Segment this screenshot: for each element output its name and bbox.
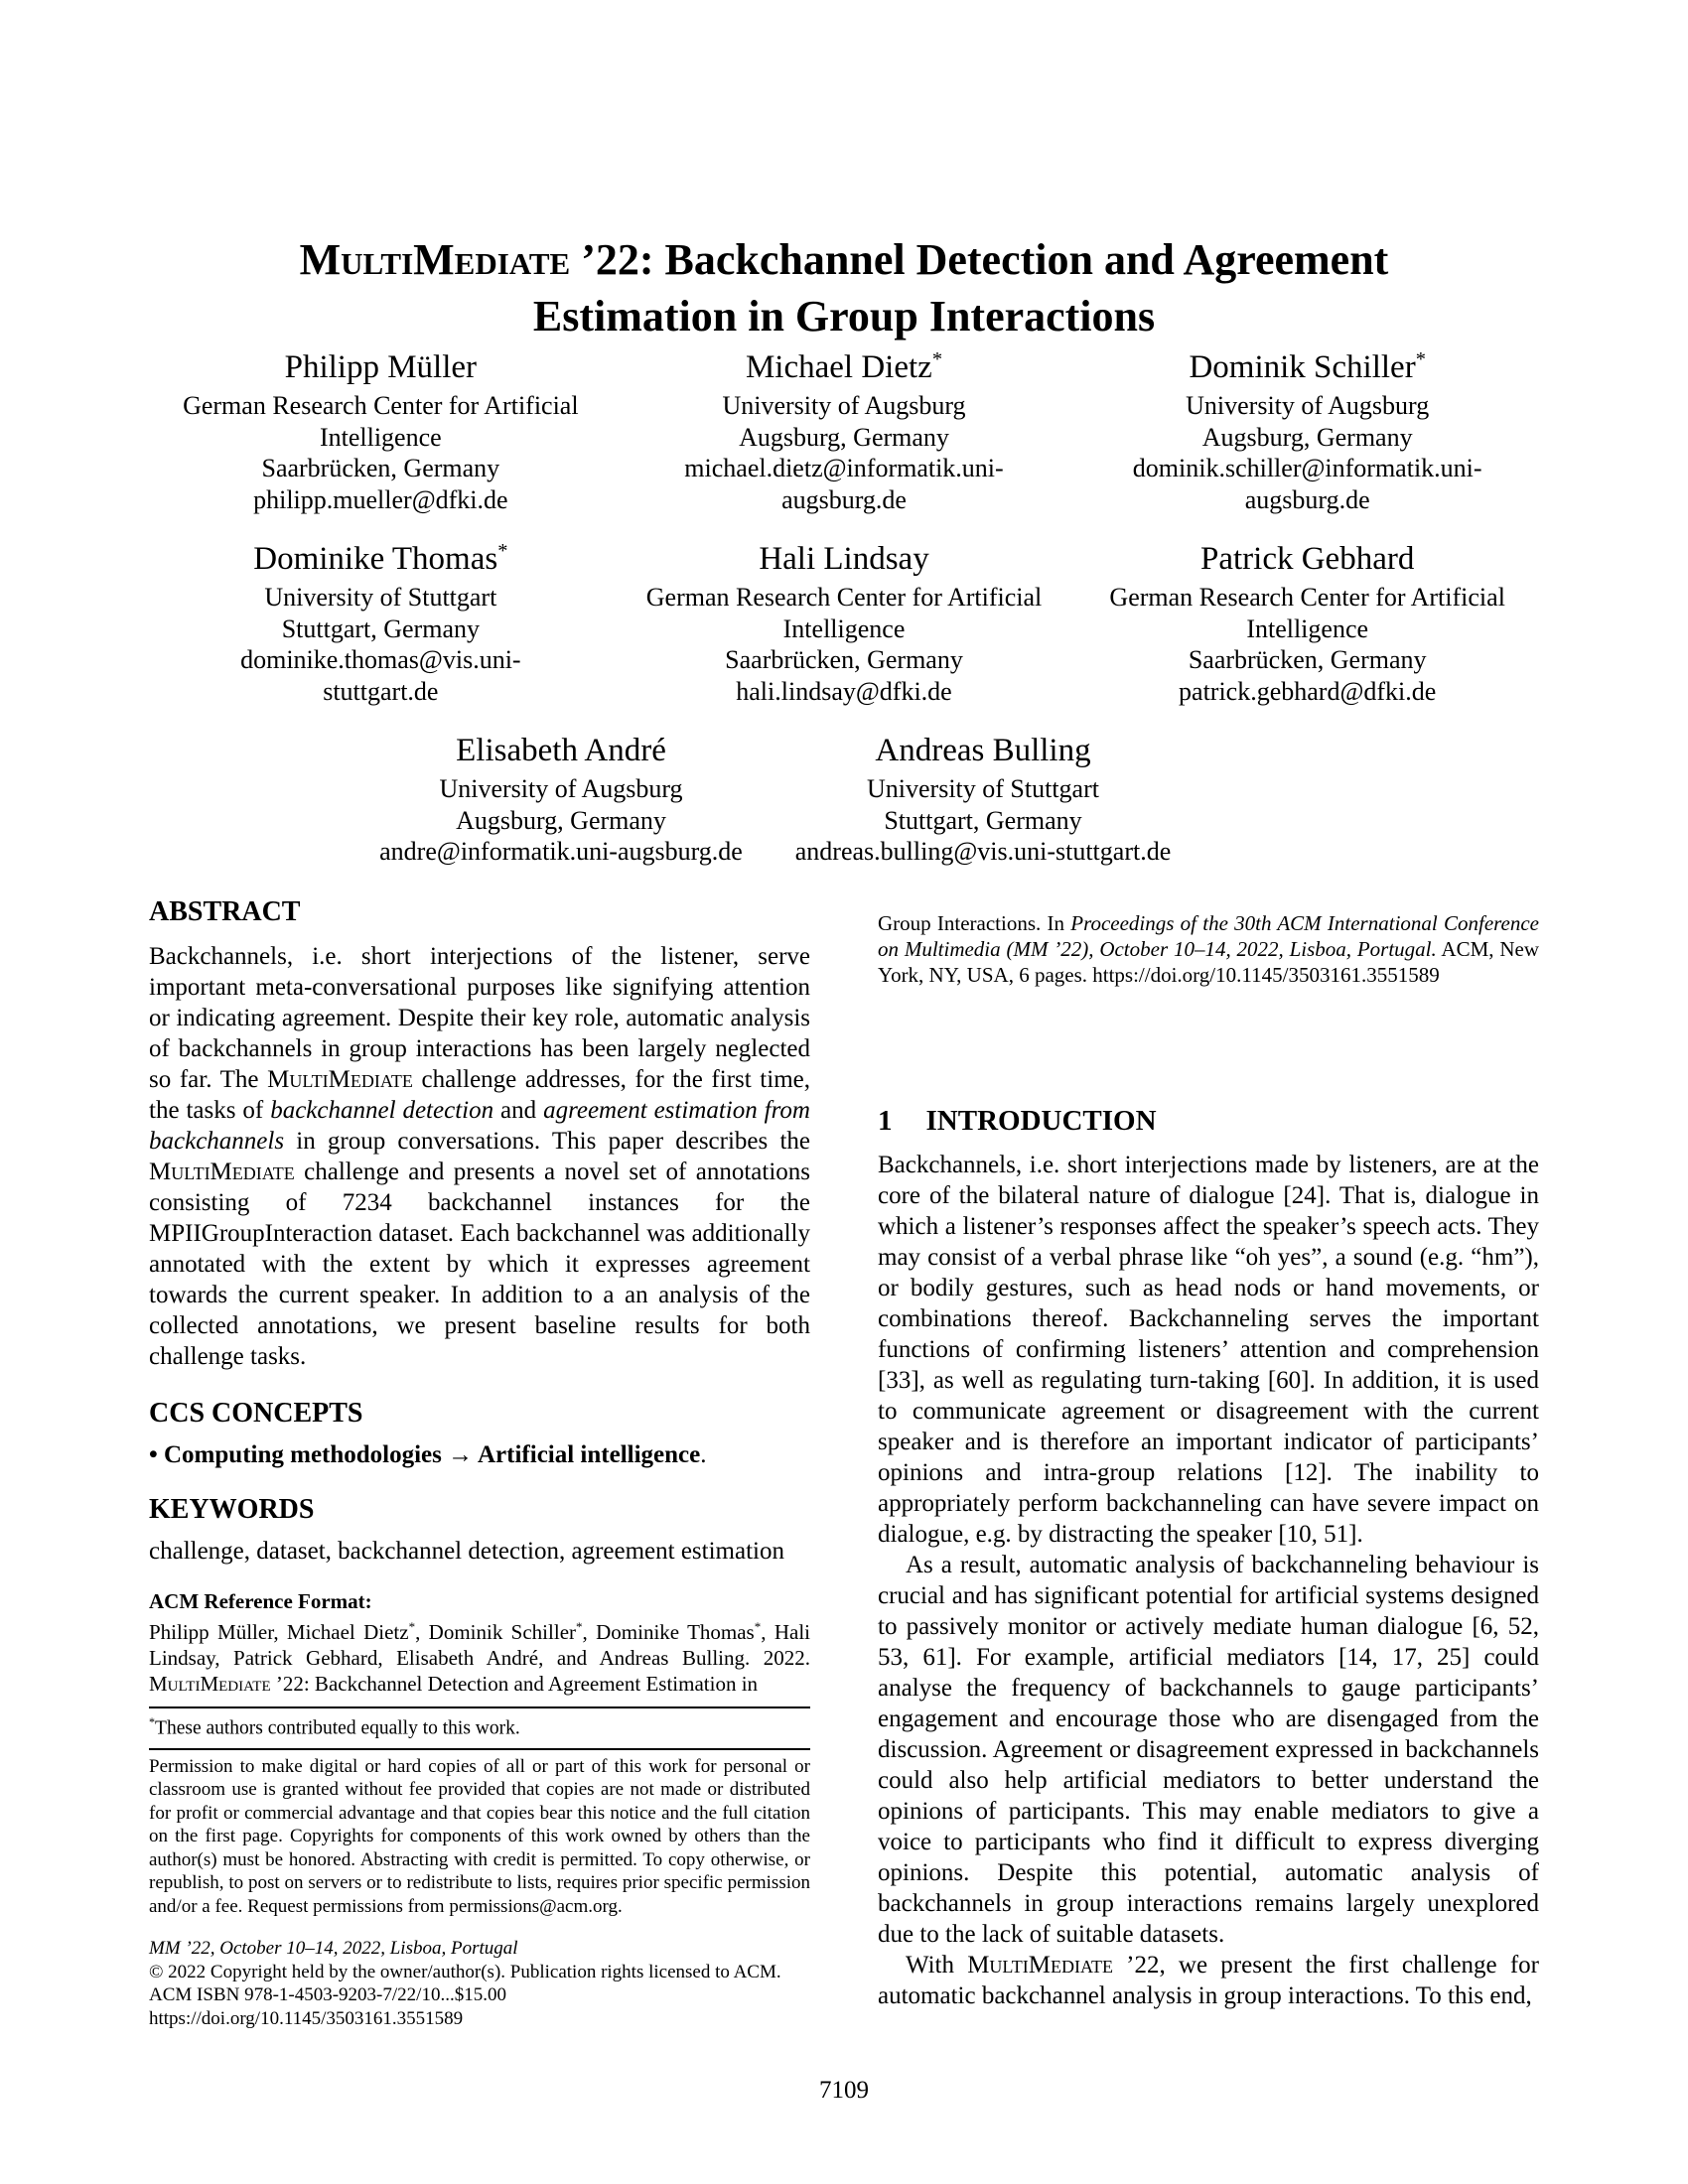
author-email-line: andre@informatik.uni-augsburg.de	[379, 837, 743, 866]
copyright-rule	[149, 1748, 810, 1750]
author-affiliation-line: German Research Center for Artificial	[183, 391, 579, 420]
author-affiliation-line: Intelligence	[782, 614, 906, 643]
author-location-line: Stuttgart, Germany	[281, 614, 480, 643]
author-affiliation-line: University of Augsburg	[439, 774, 683, 803]
equal-contribution-mark: *	[1415, 348, 1426, 370]
author-affiliation-line: German Research Center for Artificial	[1109, 583, 1505, 612]
equal-contribution-mark: *	[931, 348, 943, 370]
keywords-text: challenge, dataset, backchannel detection, agreement estimation	[149, 1538, 784, 1565]
introduction-paragraph-2: As a result, automatic analysis of backchanneling behaviour is crucial and has significant potential for artificial systems designed to passively monitor or actively mediate human dialogue [6, 52, 53, 61]. For example, artificial mediators [14, 17, 25] could analyse the frequency of backchannels to gauge participants’ engagement and encourage those who are disengaged from the discussion. Agreement or disagreement expressed in backchannels could also help artificial mediators to better understand the opinions of participants. This may enable mediators to give a voice to participants who find it difficult to express diverging opinions. Despite this potential, automatic analysis of backchannels in group interactions remains largely unexplored due to the lack of suitable datasets.	[878, 1552, 1539, 1948]
paper-title-line-2: Estimation in Group Interactions	[532, 292, 1156, 341]
author-name-text: Philipp Müller	[284, 349, 478, 385]
author-location-line: Saarbrücken, Germany	[261, 454, 500, 482]
author-name	[355, 729, 767, 773]
author-name	[1083, 345, 1531, 390]
author-name-text: Andreas Bulling	[875, 733, 1091, 768]
author-name	[621, 537, 1068, 582]
authors-row-1	[149, 345, 1539, 515]
author-affiliation-line: University of Augsburg	[1186, 391, 1430, 420]
author-location-line: Augsburg, Germany	[456, 805, 666, 835]
author-email-line: patrick.gebhard@dfki.de	[1179, 676, 1437, 706]
author-block-elisabeth-andre	[348, 729, 774, 868]
author-name	[1083, 537, 1531, 582]
author-email-line: augsburg.de	[1244, 484, 1370, 514]
left-column	[149, 896, 810, 2030]
equal-contribution-mark: *	[497, 540, 508, 562]
introduction-paragraph-3: With MultiMediate ’22, we present the first challenge for automatic backchannel analysis in group interactions. To this end,	[878, 1952, 1539, 2009]
author-name-text: Hali Lindsay	[759, 541, 929, 577]
section-number: 1	[878, 1105, 893, 1137]
author-location-line: Augsburg, Germany	[739, 422, 949, 452]
author-affiliation-line: German Research Center for Artificial	[645, 583, 1043, 612]
right-column	[878, 896, 1539, 2011]
equal-contribution-footnote: *These authors contributed equally to this work.	[149, 1715, 520, 1739]
author-email-line: dominike.thomas@vis.uni-	[240, 645, 521, 674]
author-affiliation-line: University of Augsburg	[722, 391, 966, 420]
paper-title	[0, 231, 1688, 344]
author-name-text: Patrick Gebhard	[1200, 541, 1415, 577]
page-number: 7109	[819, 2077, 869, 2104]
author-block-philipp-mueller	[149, 345, 613, 515]
venue-line: MM ’22, October 10–14, 2022, Lisboa, Portugal	[149, 1938, 518, 1959]
section-title: INTRODUCTION	[925, 1105, 1157, 1137]
footnote-rule	[149, 1706, 810, 1708]
author-email-line: augsburg.de	[781, 484, 907, 514]
doi-line: https://doi.org/10.1145/3503161.3551589	[149, 2007, 464, 2029]
acm-reference-text: Philipp Müller, Michael Dietz*, Dominik Schiller*, Dominike Thomas*, Hali Lindsay, Patrick Gebhard, Elisabeth André, and Andreas Bulling. 2022. MultiMediate ’22: Backchannel Detection and Agreement Estimation in	[149, 1619, 810, 1696]
author-block-dominike-thomas	[149, 537, 613, 707]
author-name-text: Dominike Thomas	[253, 541, 498, 577]
permission-notice: Permission to make digital or hard copies of all or part of this work for personal or classroom use is granted without fee provided that copies are not made or distributed for profit or commercial advantage and that copies bear this notice and the full citation on the first page. Copyrights for components of this work owned by others than the author(s) must be honored. Abstracting with credit is permitted. To copy otherwise, or republish, to post on servers or to redistribute to lists, requires prior specific permission and/or a fee. Request permissions from permissions@acm.org.	[149, 1755, 810, 1917]
author-email-line: hali.lindsay@dfki.de	[736, 676, 952, 706]
keywords-heading: KEYWORDS	[149, 1494, 315, 1525]
paper-title-line-1: MultiMediate ’22: Backchannel Detection and Agreement	[299, 235, 1389, 284]
author-location-line: Augsburg, Germany	[1201, 422, 1413, 452]
author-affiliation-line: Intelligence	[1246, 614, 1369, 643]
author-name-text: Michael Dietz	[745, 349, 932, 385]
author-affiliation-line: University of Stuttgart	[264, 583, 497, 612]
author-email-line: stuttgart.de	[323, 676, 439, 706]
introduction-paragraph-1: Backchannels, i.e. short interjections made by listeners, are at the core of the bilateral nature of dialogue [24]. That is, dialogue in which a listener’s responses affect the speaker’s speech acts. They may consist of a verbal phrase like “oh yes”, a sound (e.g. “hm”), or bodily gestures, such as head nods or hand movements, or combinations thereof. Backchanneling serves the important functions of confirming listeners’ attention and comprehension [33], as well as regulating turn-taking [60]. In addition, it is used to communicate agreement or disagreement with the current speaker and is therefore an important indicator of participants’ opinions and intra-group relations [12]. The inability to appropriately perform backchanneling can have severe impact on dialogue, e.g. by distracting the speaker [10, 51].	[878, 1152, 1539, 1548]
author-block-dominik-schiller	[1075, 345, 1539, 515]
author-affiliation-line: Intelligence	[319, 422, 442, 452]
author-name-text: Elisabeth André	[456, 733, 666, 768]
author-location-line: Saarbrücken, Germany	[725, 645, 963, 674]
isbn-line: ACM ISBN 978-1-4503-9203-7/22/10...$15.00	[149, 1984, 506, 2005]
author-name-text: Dominik Schiller	[1189, 349, 1416, 385]
acm-reference-continuation: Group Interactions. In Proceedings of the 30th ACM International Conference on Multimedia (MM ’22), October 10–14, 2022, Lisboa, Portugal. ACM, New York, NY, USA, 6 pages. https://doi.org/10.1145/3503161.3551589	[878, 911, 1539, 987]
abstract-paragraph: Backchannels, i.e. short interjections of the listener, serve important meta-conversational purposes like signifying attention or indicating agreement. Despite their key role, automatic analysis of backchannels in group interactions has been largely neglected so far. The MultiMediate challenge addresses, for the first time, the tasks of backchannel detection and agreement estimation from backchannels in group conversations. This paper describes the MultiMediate challenge and presents a novel set of annotations consisting of 7234 backchannel instances for the MPIIGroupInteraction dataset. Each backchannel was additionally annotated with the extent by which it expresses agreement towards the current speaker. In addition to a an analysis of the collected annotations, we present baseline results for both challenge tasks.	[149, 943, 810, 1370]
author-email-line: michael.dietz@informatik.uni-	[684, 454, 1004, 482]
authors-row-2	[149, 537, 1539, 707]
author-block-patrick-gebhard	[1075, 537, 1539, 707]
author-location-line: Saarbrücken, Germany	[1188, 645, 1427, 674]
author-block-andreas-bulling	[770, 729, 1196, 868]
author-affiliation-line: University of Stuttgart	[867, 774, 1099, 803]
abstract-heading: ABSTRACT	[149, 896, 301, 927]
ccs-concepts-text: • Computing methodologies → Artificial intelligence.	[149, 1441, 707, 1468]
author-email-line: andreas.bulling@vis.uni-stuttgart.de	[794, 837, 1172, 866]
acm-reference-format-heading: ACM Reference Format:	[149, 1589, 372, 1613]
author-block-michael-dietz	[613, 345, 1076, 515]
author-block-hali-lindsay	[613, 537, 1076, 707]
author-email-line: philipp.mueller@dfki.de	[253, 484, 508, 514]
author-location-line: Stuttgart, Germany	[884, 805, 1082, 835]
author-name	[157, 345, 605, 390]
author-email-line: dominik.schiller@informatik.uni-	[1132, 454, 1482, 482]
author-name	[777, 729, 1189, 773]
ccs-concepts-heading: CCS CONCEPTS	[149, 1398, 363, 1429]
copyright-line: © 2022 Copyright held by the owner/author(s). Publication rights licensed to ACM.	[149, 1961, 781, 1982]
author-name	[621, 345, 1068, 390]
introduction-heading	[878, 1105, 1539, 1138]
author-name	[157, 537, 605, 582]
